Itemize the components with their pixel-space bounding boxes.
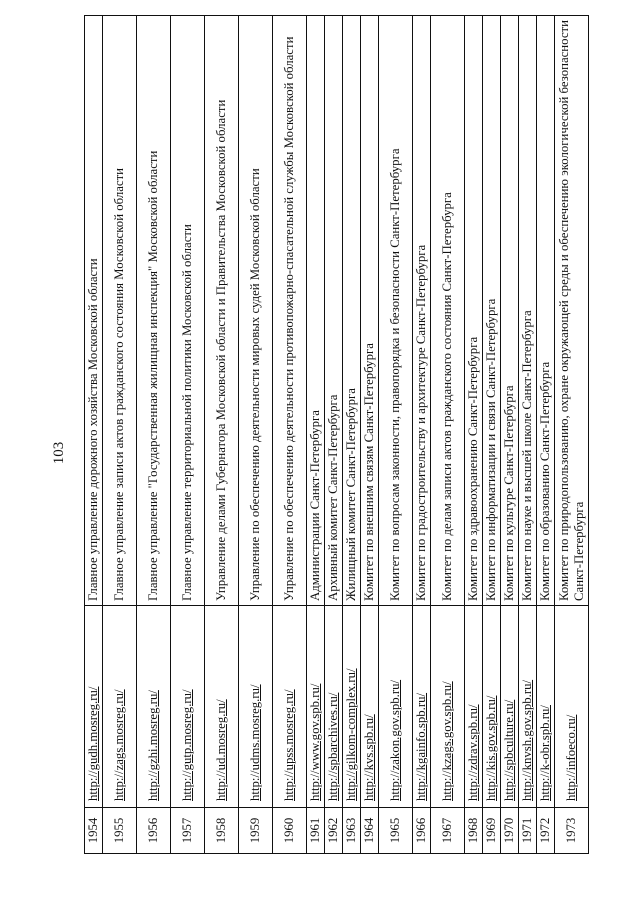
organization-name: Комитет по природопользованию, охране окружающей среды и обеспечению экологической безопасности Санкт-Петербурга [555,16,589,606]
table-row [307,16,325,854]
site-link[interactable]: http://zags.mosreg.ru/ [103,606,137,808]
page-number: 103 [51,441,67,465]
organization-name: Управление по обеспечению деятельности противопожарно-спасательной службы Московской области [273,16,307,606]
site-link[interactable]: http://kzags.gov.spb.ru/ [431,606,465,808]
row-number: 1964 [361,808,379,854]
sites-table [84,15,589,854]
table-row [555,16,589,854]
table-row [361,16,379,854]
table-row [85,16,103,854]
organization-name: Администрации Санкт-Петербурга [307,16,325,606]
row-number: 1969 [483,808,501,854]
row-number: 1962 [325,808,343,854]
site-link[interactable]: http://k-obr.spb.ru/ [537,606,555,808]
row-number: 1968 [465,808,483,854]
table-row [501,16,519,854]
organization-name: Комитет по делам записи актов гражданского состояния Санкт-Петербурга [431,16,465,606]
site-link[interactable]: http://ud.mosreg.ru/ [205,606,239,808]
organization-name: Управление делами Губернатора Московской области и Правительства Московской области [205,16,239,606]
organization-name: Жилищный комитет Санкт-Петербурга [343,16,361,606]
row-number: 1973 [555,808,589,854]
row-number: 1957 [171,808,205,854]
site-link[interactable]: http://spbculture.ru/ [501,606,519,808]
site-link[interactable]: http://zdrav.spb.ru/ [465,606,483,808]
row-number: 1954 [85,808,103,854]
row-number: 1958 [205,808,239,854]
sites-table-body [85,16,589,854]
table-row [171,16,205,854]
site-link[interactable]: http://knvsh.gov.spb.ru/ [519,606,537,808]
site-link[interactable]: http://kvs.spb.ru/ [361,606,379,808]
organization-name: Комитет по вопросам законности, правопорядка и безопасности Санкт-Петербурга [379,16,413,606]
table-row [431,16,465,854]
organization-name: Комитет по здравоохранению Санкт-Петербурга [465,16,483,606]
site-link[interactable]: http://kis.gov.spb.ru/ [483,606,501,808]
table-row [537,16,555,854]
row-number: 1955 [103,808,137,854]
rotated-table-container [84,16,594,854]
row-number: 1972 [537,808,555,854]
site-link[interactable]: http://upss.mosreg.ru/ [273,606,307,808]
table-row [379,16,413,854]
organization-name: Комитет по информатизации и связи Санкт-Петербурга [483,16,501,606]
site-link[interactable]: http://gudh.mosreg.ru/ [85,606,103,808]
site-link[interactable]: http://infoeco.ru/ [555,606,589,808]
site-link[interactable]: http://spbarchives.ru/ [325,606,343,808]
organization-name: Комитет по науке и высшей школе Санкт-Петербурга [519,16,537,606]
row-number: 1966 [413,808,431,854]
organization-name: Управление по обеспечению деятельности мировых судей Московской области [239,16,273,606]
site-link[interactable]: http://gzhi.mosreg.ru/ [137,606,171,808]
organization-name: Главное управление записи актов гражданского состояния Московской области [103,16,137,606]
site-link[interactable]: http://gutp.mosreg.ru/ [171,606,205,808]
row-number: 1967 [431,808,465,854]
row-number: 1960 [273,808,307,854]
table-row [413,16,431,854]
table-row [239,16,273,854]
organization-name: Комитет по внешним связям Санкт-Петербурга [361,16,379,606]
organization-name: Архивный комитет Санкт-Петербурга [325,16,343,606]
organization-name: Главное управление "Государственная жилищная инспекция" Московской области [137,16,171,606]
organization-name: Комитет по градостроительству и архитектуре Санкт-Петербурга [413,16,431,606]
table-row [205,16,239,854]
organization-name: Главное управление территориальной политики Московской области [171,16,205,606]
table-row [273,16,307,854]
table-row [103,16,137,854]
row-number: 1971 [519,808,537,854]
row-number: 1959 [239,808,273,854]
row-number: 1970 [501,808,519,854]
organization-name: Главное управление дорожного хозяйства Московской области [85,16,103,606]
table-row [465,16,483,854]
table-row [343,16,361,854]
site-link[interactable]: http://udms.mosreg.ru/ [239,606,273,808]
site-link[interactable]: http://zakon.gov.spb.ru/ [379,606,413,808]
row-number: 1963 [343,808,361,854]
organization-name: Комитет по культуре Санкт-Петербурга [501,16,519,606]
row-number: 1956 [137,808,171,854]
row-number: 1961 [307,808,325,854]
site-link[interactable]: http://gilkom-complex.ru/ [343,606,361,808]
table-row [483,16,501,854]
table-row [325,16,343,854]
table-row [519,16,537,854]
row-number: 1965 [379,808,413,854]
organization-name: Комитет по образованию Санкт-Петербурга [537,16,555,606]
site-link[interactable]: http://www.gov.spb.ru/ [307,606,325,808]
table-row [137,16,171,854]
site-link[interactable]: http://kgainfo.spb.ru/ [413,606,431,808]
